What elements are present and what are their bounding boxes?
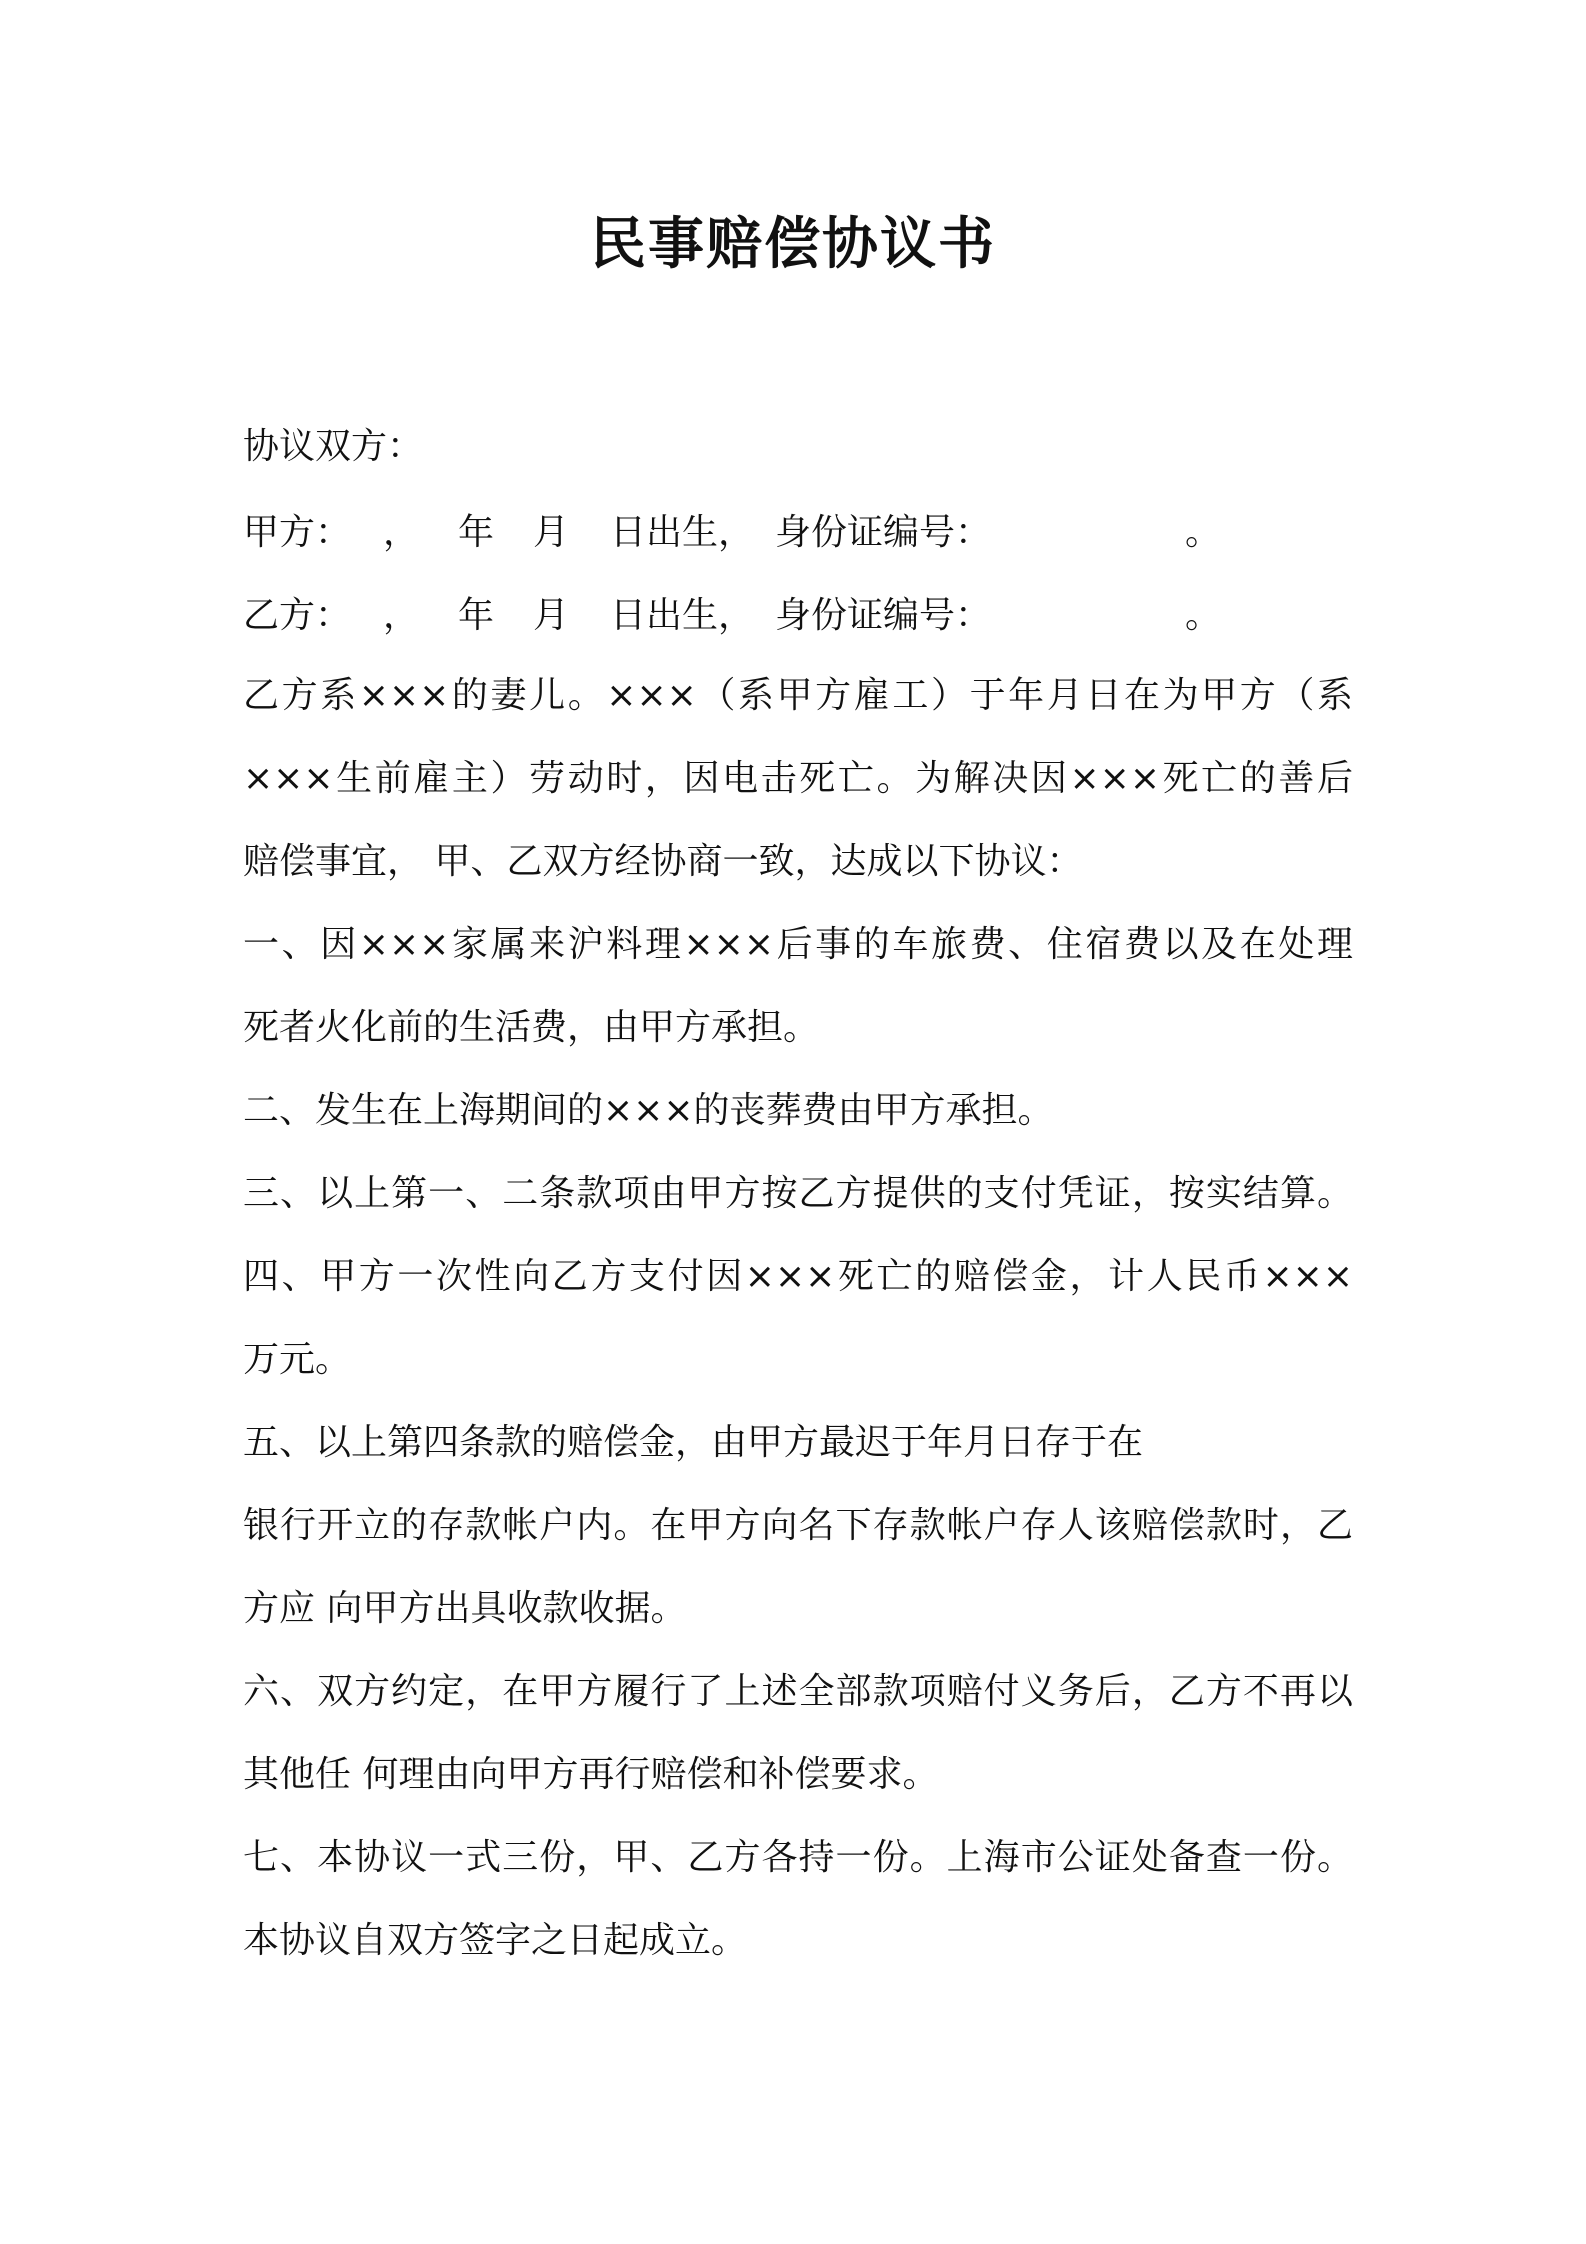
clause-6-line-2: 其他任 何理由向甲方再行赔偿和补偿要求。 [243, 1754, 939, 1795]
party-b-month: 月 [533, 595, 570, 636]
party-a-id-label: 身份证编号： [775, 512, 992, 553]
party-a-born: 日出生， [610, 512, 755, 553]
party-a-year: 年 [458, 512, 495, 553]
party-b-born: 日出生， [610, 595, 755, 636]
party-b-label: 乙方： [243, 595, 352, 636]
party-a-end: 。 [1185, 512, 1222, 553]
clause-1-line-2: 死者火化前的生活费，由甲方承担。 [243, 1007, 820, 1048]
preamble-line-3: 赔偿事宜， 甲、乙双方经协商一致，达成以下协议： [243, 841, 1083, 882]
party-b-line [243, 571, 1363, 654]
party-a-line [243, 488, 1363, 571]
clause-6-line-1: 六、双方约定，在甲方履行了上述全部款项赔付义务后，乙方不再以 [243, 1671, 1353, 1712]
party-a-month: 月 [533, 512, 570, 553]
party-b-year: 年 [458, 595, 495, 636]
clause-2-line-1: 二、发生在上海期间的×××的丧葬费由甲方承担。 [243, 1090, 1054, 1131]
clause-5-line-2: 银行开立的存款帐户内。在甲方向名下存款帐户存人该赔偿款时，乙 [243, 1505, 1353, 1546]
clause-4-line-1: 四、甲方一次性向乙方支付因×××死亡的赔偿金，计人民币××× [243, 1256, 1353, 1297]
clause-3-line-1: 三、以上第一、二条款项由甲方按乙方提供的支付凭证，按实结算。 [243, 1173, 1353, 1214]
clause-5-line-3: 方应 向甲方出具收款收据。 [243, 1588, 687, 1629]
clause-4-line-2: 万元。 [243, 1339, 352, 1380]
parties-heading: 协议双方： [243, 426, 424, 467]
clause-5-line-1: 五、以上第四条款的赔偿金，由甲方最迟于年月日存于在 [243, 1422, 1144, 1463]
party-a-comma: ， [383, 512, 420, 553]
preamble-line-1: 乙方系×××的妻儿。×××（系甲方雇工）于年月日在为甲方（系 [243, 675, 1353, 716]
party-a-label: 甲方： [243, 512, 352, 553]
clause-1-line-1: 一、因×××家属来沪料理×××后事的车旅费、住宿费以及在处理 [243, 924, 1353, 965]
party-b-id-label: 身份证编号： [775, 595, 992, 636]
clause-7-line-2: 本协议自双方签字之日起成立。 [243, 1920, 748, 1961]
preamble-line-2: ×××生前雇主）劳动时，因电击死亡。为解决因×××死亡的善后 [243, 758, 1353, 799]
party-b-comma: ， [383, 595, 420, 636]
document-title: 民事赔偿协议书 [590, 212, 996, 277]
party-b-end: 。 [1185, 595, 1222, 636]
document-body [243, 405, 1363, 1982]
clause-7-line-1: 七、本协议一式三份，甲、乙方各持一份。上海市公证处备查一份。 [243, 1837, 1353, 1878]
